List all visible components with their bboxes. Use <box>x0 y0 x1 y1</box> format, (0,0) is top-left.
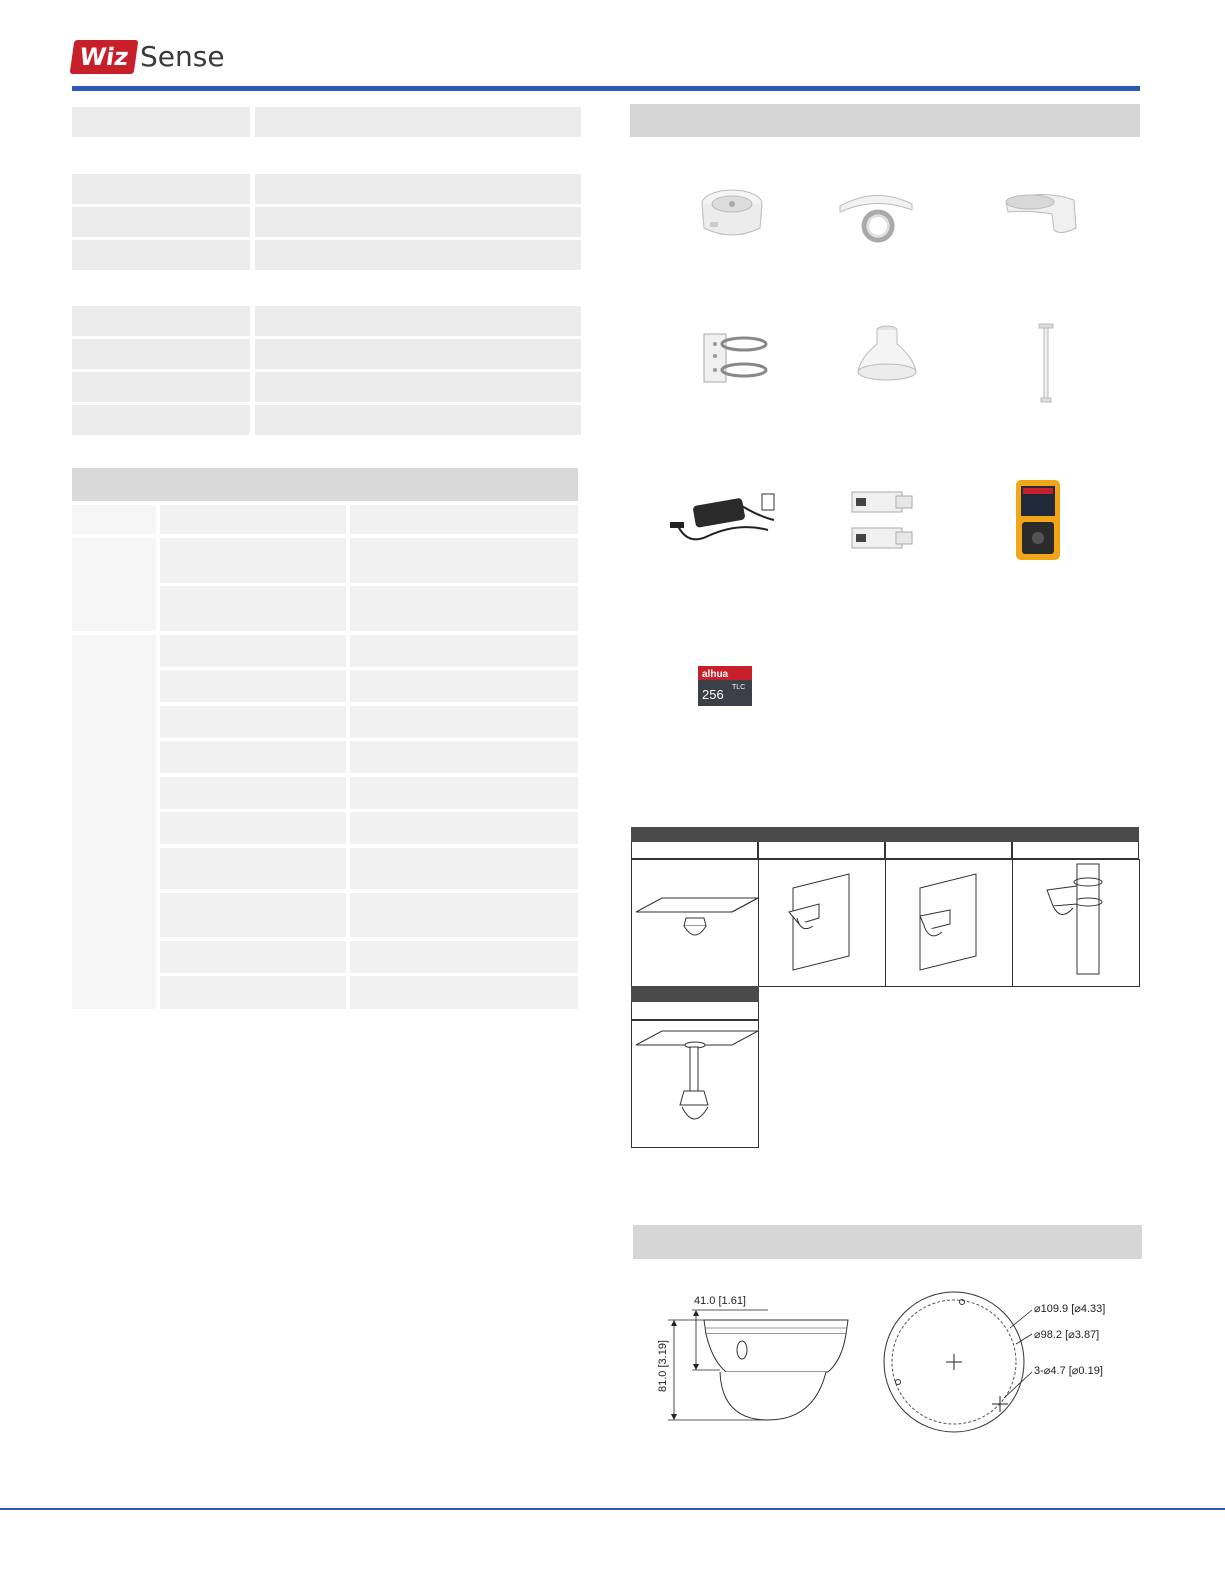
poe-extender-icon <box>848 486 918 556</box>
table-cell <box>350 741 578 773</box>
spec-label-cell <box>72 339 250 369</box>
ceiling-mount-illustration <box>631 859 759 987</box>
accessories-header <box>630 104 1140 137</box>
pendant-mount-illustration <box>631 1020 759 1148</box>
table-cell <box>160 538 346 583</box>
mount-subheader-cell <box>885 842 1012 859</box>
spec-label-cell <box>72 372 250 402</box>
mount-header-cell <box>631 986 759 1002</box>
power-adapter-icon <box>668 486 780 550</box>
table-cell <box>350 893 578 937</box>
table-cell <box>160 505 346 534</box>
sd-capacity: 256 <box>702 687 724 702</box>
table-cell <box>72 505 156 534</box>
mount-header-cell <box>758 827 885 842</box>
spec-value-cell <box>255 405 581 435</box>
mount-header-cell <box>885 827 1012 842</box>
footer-divider <box>0 1508 1225 1510</box>
junction-box-icon <box>696 182 768 242</box>
pendant-mount-icon <box>856 322 918 384</box>
table-cell <box>160 848 346 889</box>
table-cell <box>160 670 346 702</box>
integrated-mount-tester-icon <box>1014 478 1062 562</box>
table-group-cell <box>72 538 156 631</box>
table-cell <box>160 706 346 738</box>
spec-label-cell <box>72 405 250 435</box>
pole-mount-icon <box>698 330 770 386</box>
mount-subheader-cell <box>1012 842 1139 859</box>
spec-label-cell <box>72 240 250 270</box>
wall-mount-illustration <box>758 859 886 987</box>
spec-label-cell <box>72 207 250 237</box>
side-view-drawing <box>650 1288 870 1433</box>
header-divider <box>72 86 1140 91</box>
dim-inner-diameter: ⌀98.2 [⌀3.87] <box>1034 1329 1100 1341</box>
mount-subheader-cell <box>758 842 885 859</box>
table-cell <box>160 741 346 773</box>
table-cell <box>350 777 578 809</box>
table-cell <box>160 976 346 1009</box>
table-cell <box>350 538 578 583</box>
spec-value-cell <box>255 240 581 270</box>
spec-label-cell <box>72 174 250 204</box>
wall-mount-icon <box>1000 186 1080 244</box>
table-cell <box>160 893 346 937</box>
dim-height-total: 81.0 [3.19] <box>657 1340 669 1392</box>
mount-header-cell <box>1012 827 1139 842</box>
table-cell <box>160 777 346 809</box>
table-cell <box>350 670 578 702</box>
table-cell <box>160 812 346 844</box>
spec-value-cell <box>255 372 581 402</box>
microsd-card-icon <box>696 664 754 708</box>
table-cell <box>350 706 578 738</box>
dimensions-header <box>633 1225 1142 1259</box>
dim-holes: 3-⌀4.7 [⌀0.19] <box>1034 1365 1103 1377</box>
dim-outer-diameter: ⌀109.9 [⌀4.33] <box>1034 1303 1106 1315</box>
table-cell <box>350 976 578 1009</box>
dim-height-side: 41.0 [1.61] <box>694 1295 746 1307</box>
spec-value-cell <box>255 107 581 137</box>
table-cell <box>160 941 346 973</box>
table-cell <box>350 635 578 667</box>
logo-sense: Sense <box>140 40 225 73</box>
rain-shade-icon <box>836 186 916 244</box>
mount-subheader-cell <box>631 842 758 859</box>
spec-value-cell <box>255 306 581 336</box>
spec-value-cell <box>255 207 581 237</box>
top-view-drawing <box>880 1286 1130 1441</box>
pole-extension-icon <box>1036 322 1056 406</box>
spec-label-cell <box>72 306 250 336</box>
table-cell <box>160 586 346 631</box>
table-header <box>72 468 578 501</box>
table-cell <box>350 505 578 534</box>
table-cell <box>350 941 578 973</box>
spec-label-cell <box>72 107 250 137</box>
mount-subheader-cell <box>631 1002 759 1020</box>
sd-type: TLC <box>732 684 746 691</box>
table-cell <box>350 848 578 889</box>
spec-value-cell <box>255 339 581 369</box>
logo-wiz: Wiz <box>70 40 139 74</box>
table-cell <box>350 812 578 844</box>
wall-junction-mount-illustration <box>885 859 1013 987</box>
table-cell <box>350 586 578 631</box>
spec-value-cell <box>255 174 581 204</box>
mount-header-cell <box>631 827 758 842</box>
table-cell <box>160 635 346 667</box>
sd-brand: alhua <box>702 669 729 680</box>
table-group-cell <box>72 635 156 1009</box>
pole-mount-illustration <box>1012 859 1140 987</box>
